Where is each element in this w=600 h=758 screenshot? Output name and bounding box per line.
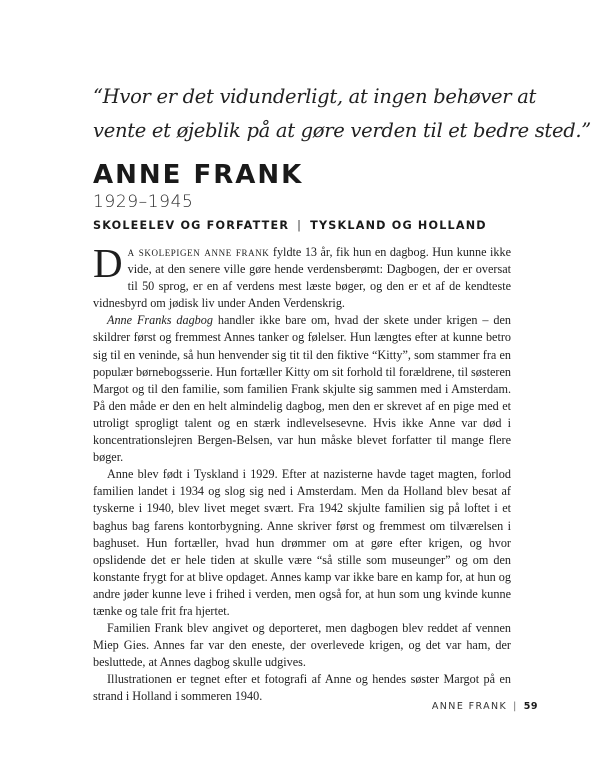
paragraph-3: Anne blev født i Tyskland i 1929. Efter at nazisterne havde taget magten, forlod familien landet i 1934 og slog sig ned i Amsterdam. Men da Holland blev besat af tyskerne i 1940, blev livet meget svært. Fra 1942 skjulte familien sig på loftet i et baghus bag farens kontorbygning. Anne skriver først og fremmest om tilværelsen i baghuset. Hun fortæller, hvad hun drømmer om at gøre efter krigen, og hvor opslidende det er hele tiden at skulle være “så stille som museunger” og om den konstante frygt for at blive opdaget. Annes kamp var ikke bare en kamp for, at hun og andre jøder kunne leve i frihed i verden, men også for, at hun som ung kvinde kunne tænke og tale frit fra hjertet.: [93, 467, 511, 618]
paragraph-1: [93, 240, 511, 312]
life-years: 1929–1945: [93, 192, 194, 212]
quote-line-2: vente et øjeblik på at gøre verden til et bedre sted.”: [93, 119, 591, 142]
paragraph-4: Familien Frank blev angivet og deporteret, men dagbogen blev reddet af vennen Miep Gies. Annes far var den eneste, der overlevede krigen, og det var ham, der besluttede, at Annes dagbog skulle udgives.: [93, 621, 511, 670]
paragraph-2: [93, 312, 511, 466]
quote-line-1: “Hvor er det vidunderligt, at ingen behøver at: [93, 85, 537, 108]
footer-separator: |: [513, 701, 518, 712]
drop-cap: D: [93, 240, 123, 286]
page-footer: [432, 701, 538, 712]
biography-text: [93, 240, 511, 706]
paragraph-1-text: fyldte 13 år, fik hun en dagbog. Hun kunne ikke vide, at den senere ville gøre hende verdensberømt: Dagbogen, der er oversat til 50 sprog, er en af verdens mest læste bøger, og den er et af de kendteste vidnesbyrd om jødisk liv under Anden Verdenskrig.: [93, 245, 511, 311]
book-title-italic: Anne Franks dagbog: [107, 313, 213, 328]
role-countries: TYSKLAND OG HOLLAND: [310, 219, 487, 232]
person-name-heading: ANNE FRANK: [93, 160, 304, 190]
opening-small-caps: a skolepigen anne frank: [127, 245, 270, 259]
running-head: ANNE FRANK: [431, 701, 508, 712]
page-number: 59: [523, 701, 538, 712]
roles-line: [93, 218, 487, 234]
roles-separator: |: [297, 219, 303, 232]
paragraph-5: Illustrationen er tegnet efter et fotografi af Anne og hendes søster Margot på en strand i Holland i sommeren 1940.: [93, 672, 511, 704]
paragraph-2-text: handler ikke bare om, hvad der skete under krigen – den skildrer først og fremmest Annes tanker og følelser. Hun længtes efter at kunne betro sig til en veninde, så hun henvender sig tit til den fiktive “Kitty”, som stammer fra en populær børnebogsserie. Hun fortæller Kitty om sit forhold til forældrene, til søsteren Margot og til den familie, som familien Frank skjulte sig sammen med i Amsterdam. På den måde er den en helt almindelig dagbog, men den er skrevet af en pige med et utroligt sprogligt talent og en stærk indlevelsesevne. Hvis ikke Anne var død i koncentrationslejren Bergen-Belsen, var hun måske blevet forfatter til mange flere bøger.: [93, 313, 511, 465]
role-occupation: SKOLEELEV OG FORFATTER: [93, 219, 290, 232]
epigraph-quote: [93, 80, 591, 148]
